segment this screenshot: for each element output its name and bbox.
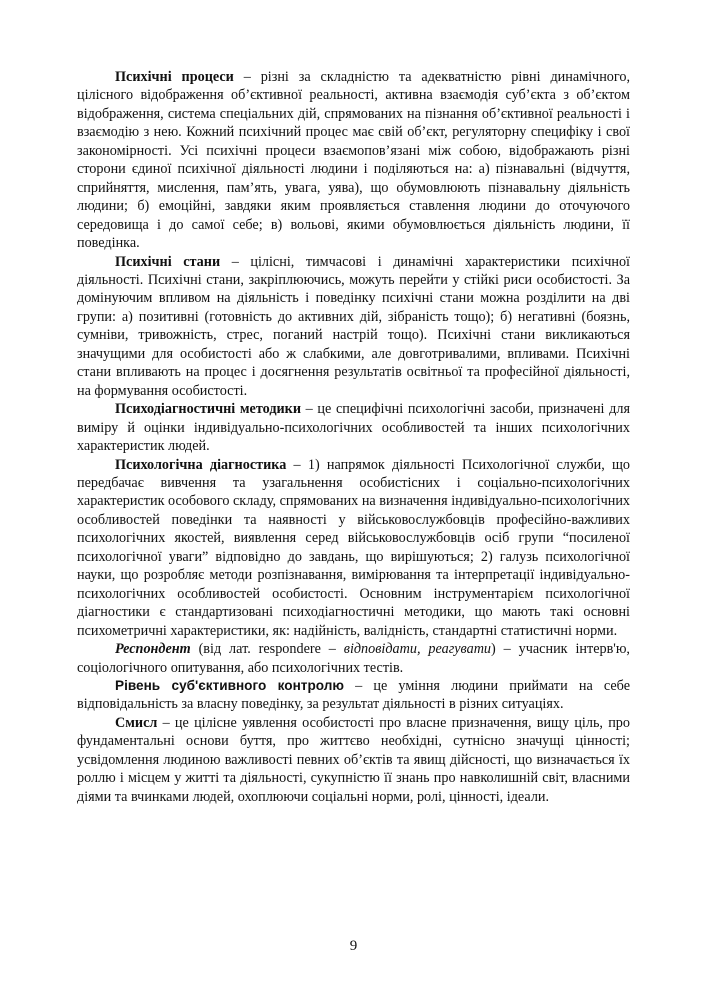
term-psychological-diagnostics: Психологічна діагностика — [115, 456, 287, 473]
page-number: 9 — [349, 938, 358, 954]
term-meaning: Смисл — [115, 714, 158, 731]
paragraph-psychic-processes — [77, 68, 630, 253]
term-respondent: Респондент — [115, 641, 191, 658]
term-subjective-control: Рівень суб'єктивного контролю — [115, 677, 344, 693]
definition-psychological-diagnostics: – 1) напрямок діяльності Психологічної служби, що передбачає вивчення та узагальнення особистісних і соціально-психологічних характеристик особового складу, спрямованих на визначення індивідуально-психологічних особливостей поведінки та наявності у військовослужбовців професійно-важливих психологічних якостей, виявлення серед військовослужбовців осіб групи “посиленої психологічної уваги” відповідно до завдань, що вирішуються; 2) галузь психологічної науки, що розробляє методи розпізнавання, вимірювання та інтерпретації індивідуально-психологічних особливостей особистості. Основним інструментарієм психологічної діагностики є стандартизовані психодіагностичні методики, що мають такі основні психометричні характеристики, як: надійність, валідність, стандартні статистичні норми. — [77, 456, 631, 639]
paragraph-psychic-states — [77, 253, 630, 401]
definition-subjective-control: – це уміння людини приймати на себе відповідальність за власну поведінку, за результат діяльності в різних ситуаціях. — [77, 677, 630, 713]
term-psychic-states: Психічні стани — [115, 253, 221, 270]
term-psychic-processes: Психічні процеси — [115, 69, 234, 85]
definition-respondent-part1: (від лат. respondere – — [190, 641, 344, 658]
paragraph-psychological-diagnostics — [77, 456, 630, 641]
document-body — [77, 68, 630, 806]
definition-psychodiagnostic-methods: – це специфічні психологічні засоби, призначені для виміру й оцінки індивідуально-психологічних особливостей та інших психологічних характеристик людей. — [77, 401, 630, 455]
paragraph-meaning — [77, 714, 630, 806]
definition-psychic-processes: – різні за складністю та адекватністю рівні динамічного, цілісного відображення об’єктивної реальності, активна взаємодія суб’єкта з об’єктом відображення, система спеціальних дій, спрямованих на пізнання об’єктивної реальності і взаємодію з нею. Кожний психічний процес має свій об’єкт, регуляторну специфіку і свої закономірності. Усі психічні процеси взаємопов’язані між собою, відображають різні сторони єдиної психічної діяльності людини і поділяються на: а) пізнавальні (відчуття, сприйняття, мислення, пам’ять, увага, уява), що обумовлюють пізнавальну діяльність людини; б) емоційні, завдяки яким проявляється ставлення людини до оточуючого середовища і до самої себе; в) вольові, якими обумовлюється діяльність людини, її поведінка. — [77, 69, 630, 252]
definition-meaning: – це цілісне уявлення особистості про власне призначення, вищу ціль, про фундаментальні основи буття, про життєво необхідні, сутнісно значущі цінності; усвідомлення людиною важливості певних об’єктів та явищ дійсності, що визначається їх роллю і місцем у житті та діяльності, сукупністю її знань про навколишній світ, власними діями та вчинками людей, охоплюючи соціальні норми, ролі, цінності, ідеали. — [77, 714, 630, 805]
paragraph-respondent — [77, 640, 630, 677]
paragraph-subjective-control — [77, 677, 630, 714]
term-psychodiagnostic-methods: Психодіагностичні методики — [115, 401, 302, 418]
definition-psychic-states: – цілісні, тимчасові і динамічні характеристики психічної діяльності. Психічні стани, закріплюючись, можуть перейти у стійкі риси особистості. За домінуючим впливом на діяльність і поведінку психічні стани можна розділити на дві групи: а) позитивні (готовність до активних дій, зібраність тощо); б) негативні (боязнь, сумніви, тривожність, стрес, поганий настрій тощо). Психічні стани викликаються значущими для особистості або ж слабкими, але довготривалими, впливами. Психічні стани впливають на процес і досягнення результатів освітньої та професійної діяльності, на формування особистості. — [77, 253, 630, 399]
definition-respondent-part2: ) – учасник інтерв'ю, соціологічного опитування, або психологічних тестів. — [77, 641, 630, 676]
paragraph-psychodiagnostic-methods — [77, 400, 630, 455]
definition-respondent-italic: відповідати, реагувати — [343, 641, 492, 658]
